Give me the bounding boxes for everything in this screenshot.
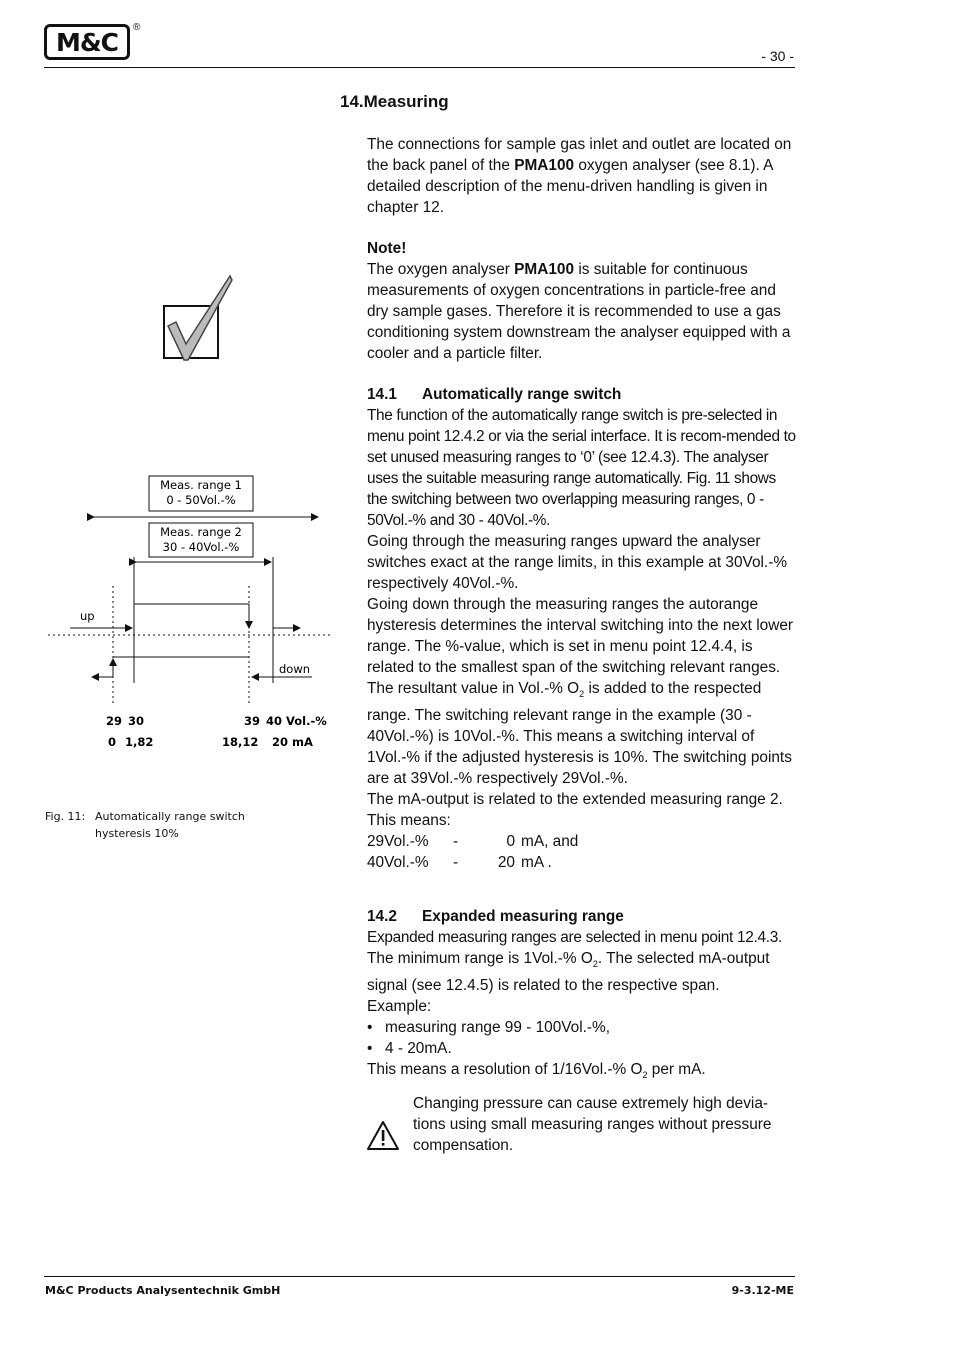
header-rule bbox=[44, 67, 795, 68]
tick-ma-0: 0 bbox=[108, 735, 117, 749]
table-cell: mA . bbox=[521, 854, 552, 872]
note-block bbox=[367, 238, 797, 364]
tick-40: 40 Vol.-% bbox=[266, 714, 327, 728]
paragraph-text: The minimum range is 1Vol.-% O bbox=[367, 950, 593, 967]
paragraph: Going through the measuring ranges upward the analyser switches exact at the range limits, in this example at 30Vol.-% respectively 40Vol.-%. bbox=[367, 533, 788, 592]
section-14-1 bbox=[367, 384, 797, 873]
range1-label-2: 0 - 50Vol.-% bbox=[166, 493, 236, 507]
paragraph-text: This means a resolution of 1/16Vol.-% O bbox=[367, 1061, 643, 1079]
paragraph: The mA-output is related to the extended measuring range 2. This means: bbox=[367, 791, 783, 830]
intro-paragraph bbox=[367, 134, 797, 218]
section-heading: Expanded measuring range bbox=[422, 908, 624, 925]
section-14-2 bbox=[367, 906, 797, 1086]
section-number: 14.2 bbox=[367, 908, 397, 925]
list-item: • 4 - 20mA. bbox=[367, 1038, 797, 1059]
table-cell: 29Vol.-% bbox=[367, 833, 429, 851]
subscript: 2 bbox=[642, 1070, 648, 1081]
table-cell: - bbox=[453, 833, 459, 851]
bullet-list bbox=[367, 1017, 797, 1059]
warning-icon bbox=[366, 1120, 400, 1157]
paragraph-text: per mA. bbox=[647, 1061, 706, 1079]
logo-text: M&C bbox=[55, 27, 119, 57]
paragraph: The function of the automatically range switch is pre-selected in menu point 12.4.2 or via the serial interface. It is recom-mended to set unused measuring ranges to ‘0’ (see 12.4.3). The analyser uses the suitable measuring range automatically. Fig. 11 shows the switching between two overlapping measuring ranges, 0 - 50Vol.-% and 30 - 40Vol.-%. bbox=[367, 407, 796, 529]
section-number: 14.1 bbox=[367, 386, 397, 403]
footer-rule bbox=[44, 1276, 795, 1277]
table-cell: 20 bbox=[497, 854, 515, 872]
table-row bbox=[367, 831, 578, 852]
paragraph-text: . The selected mA-output signal (see 12.4.5) is related to the respective span. bbox=[367, 950, 770, 995]
registered-mark: ® bbox=[133, 22, 141, 33]
paragraph-text: is added to the respected range. The switching relevant range in the example (30 - 40Vol.-%) is 10Vol.-%. This means a switching interval of 1Vol.-% if the adjusted hysteresis is 10%. The switching points are at 39Vol.-% respectively 29Vol.-%. bbox=[367, 680, 792, 788]
tick-ma-20: 20 mA bbox=[272, 735, 313, 749]
range-switch-diagram bbox=[40, 470, 340, 775]
tick-30: 30 bbox=[128, 714, 145, 728]
table-cell: 40Vol.-% bbox=[367, 854, 429, 872]
range2-label-1: Meas. range 2 bbox=[160, 525, 242, 539]
caption-line-2: hysteresis 10% bbox=[95, 827, 179, 840]
table-cell: 0 bbox=[506, 833, 515, 851]
tick-ma-1-82: 1,82 bbox=[125, 735, 154, 749]
table-cell: mA, and bbox=[521, 833, 579, 851]
subscript: 2 bbox=[579, 689, 585, 700]
footer-doc-code: 9-3.12-ME bbox=[731, 1284, 794, 1297]
subscript: 2 bbox=[592, 959, 598, 970]
warning-text: Changing pressure can cause extremely high devia-tions using small measuring ranges without pressure compensation. bbox=[413, 1095, 772, 1154]
up-label: up bbox=[80, 609, 95, 623]
paragraph: Example: bbox=[367, 998, 432, 1016]
note-text-1: The oxygen analyser bbox=[367, 261, 515, 278]
note-product-name: PMA100 bbox=[514, 261, 575, 278]
paragraph: Expanded measuring ranges are selected in menu point 12.4.3. bbox=[367, 929, 782, 946]
list-item: • measuring range 99 - 100Vol.-%, bbox=[367, 1017, 797, 1038]
paragraph-text: Going down through the measuring ranges the autorange hysteresis determines the interval switching into the next lower range. The %-value, which is set in menu point 12.4.4, is related to the smallest span of the switching relevant ranges. The resultant value in Vol.-% O bbox=[367, 596, 794, 697]
table-row bbox=[367, 852, 578, 873]
page-number: - 30 - bbox=[761, 48, 794, 64]
section-heading: Automatically range switch bbox=[422, 386, 622, 403]
table-cell: - bbox=[453, 854, 459, 872]
figure-caption bbox=[45, 808, 245, 842]
product-name: PMA100 bbox=[514, 157, 575, 174]
tick-ma-18-12: 18,12 bbox=[222, 735, 259, 749]
note-text-2: is suitable for continuous measurements of oxygen concentrations in particle-free and dry sample gases. Therefore it is recommended to use a gas conditioning system downstream the analyser equipped with a cooler and a particle filter. bbox=[367, 261, 791, 362]
range1-label-1: Meas. range 1 bbox=[160, 478, 242, 492]
down-label: down bbox=[279, 662, 311, 676]
section-title: 14.Measuring bbox=[340, 92, 449, 111]
caption-line-1: Automatically range switch bbox=[95, 810, 245, 823]
intro-text-1: The connections for sample gas inlet and outlet are located on the back panel of the bbox=[367, 136, 792, 174]
tick-29: 29 bbox=[106, 714, 123, 728]
footer-company: M&C Products Analysentechnik GmbH bbox=[45, 1284, 281, 1297]
checkmark-icon bbox=[162, 274, 234, 369]
tick-39: 39 bbox=[244, 714, 261, 728]
caption-label: Fig. 11: bbox=[45, 810, 86, 823]
intro-text-2: oxygen analyser (see 8.1). A detailed description of the menu-driven handling is given in chapter 12. bbox=[367, 157, 773, 216]
range2-label-2: 30 - 40Vol.-% bbox=[162, 540, 240, 554]
ma-output-table bbox=[367, 831, 578, 873]
note-heading: Note! bbox=[367, 240, 407, 257]
company-logo bbox=[44, 24, 130, 60]
